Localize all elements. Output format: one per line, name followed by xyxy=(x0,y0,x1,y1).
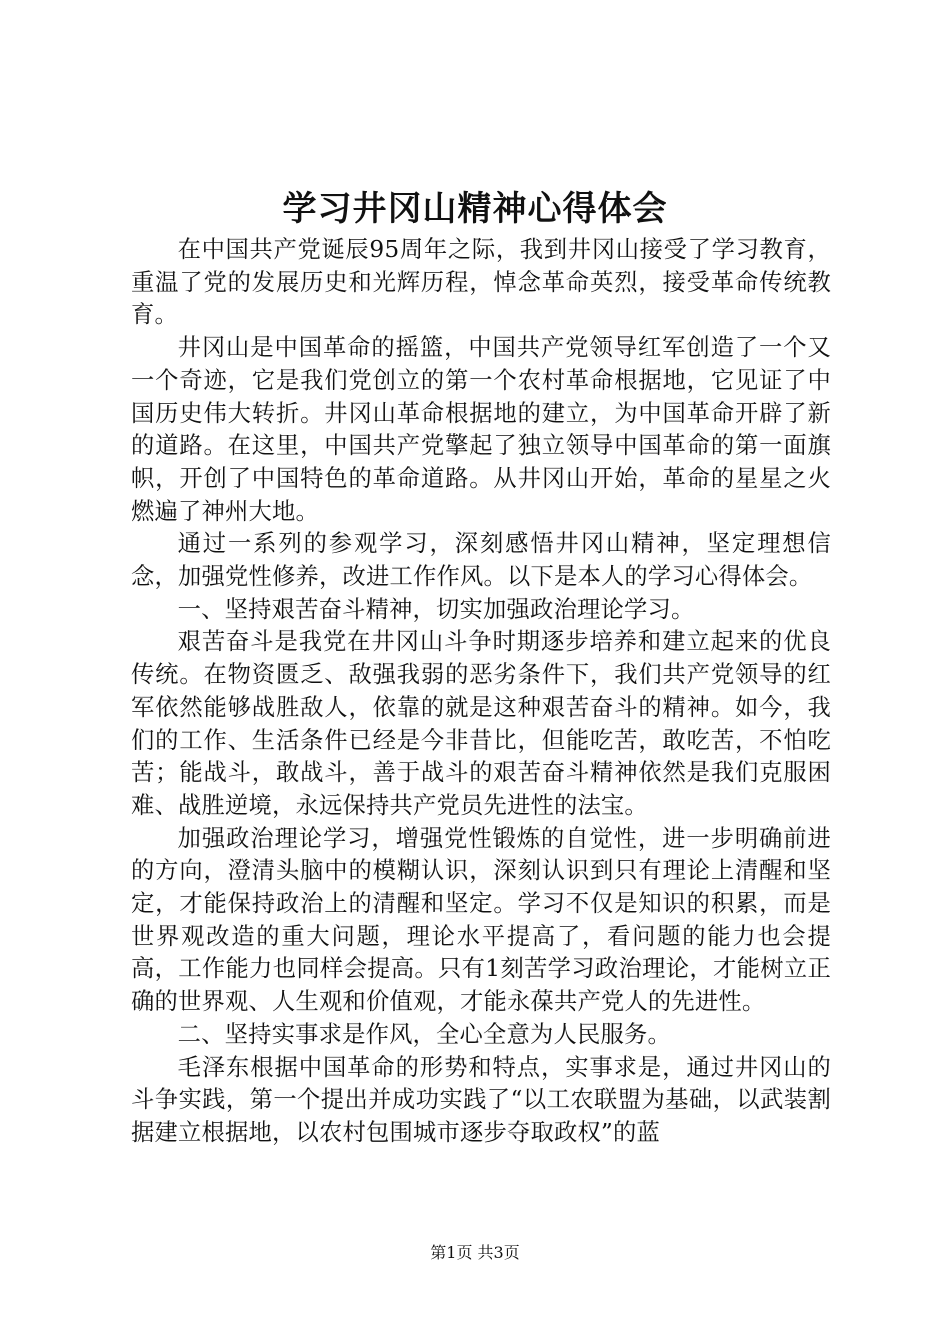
document-title: 学习井冈山精神心得体会 xyxy=(282,189,668,229)
paragraph-study-summary: 通过一系列的参观学习，深刻感悟井冈山精神，坚定理想信念，加强党性修养，改进工作作风。以下是本人的学习心得体会。 xyxy=(131,530,831,591)
paragraph-mao-practice: 毛泽东根据中国革命的形势和特点，实事求是，通过井冈山的斗争实践，第一个提出并成功实践了“以工农联盟为基础，以武装割据建立根据地，以农村包围城市逐步夺取政权”的蓝 xyxy=(131,1053,831,1146)
paragraph-jinggangshan-cradle: 井冈山是中国革命的摇篮，中国共产党领导红军创造了一个又一个奇迹，它是我们党创立的第一个农村革命根据地，它见证了中国历史伟大转折。井冈山革命根据地的建立，为中国革命开辟了新的道路。在这里，中国共产党擎起了独立领导中国革命的第一面旗帜，开创了中国特色的革命道路。从井冈山开始，革命的星星之火燃遍了神州大地。 xyxy=(131,334,831,525)
section-heading-2: 二、坚持实事求是作风，全心全意为人民服务。 xyxy=(177,1020,672,1048)
document-body xyxy=(131,234,831,1150)
section-heading-1: 一、坚持艰苦奋斗精神，切实加强政治理论学习。 xyxy=(177,595,695,623)
page-number-footer: 第1页 共3页 xyxy=(430,1243,520,1262)
paragraph-hard-work: 艰苦奋斗是我党在井冈山斗争时期逐步培养和建立起来的优良传统。在物资匮乏、敌强我弱的恶劣条件下，我们共产党领导的红军依然能够战胜敌人，依靠的就是这种艰苦奋斗的精神。如今，我们的工作、生活条件已经是今非昔比，但能吃苦，敢吃苦，不怕吃苦；能战斗，敢战斗，善于战斗的艰苦奋斗精神依然是我们克服困难、战胜逆境，永远保持共产党员先进性的法宝。 xyxy=(131,628,831,819)
paragraph-political-theory: 加强政治理论学习，增强党性锻炼的自觉性，进一步明确前进的方向，澄清头脑中的模糊认识，深刻认识到只有理论上清醒和坚定，才能保持政治上的清醒和坚定。学习不仅是知识的积累，而是世界观改造的重大问题，理论水平提高了，看问题的能力也会提高，工作能力也同样会提高。只有1刻苦学习政治理论，才能树立正确的世界观、人生观和价值观，才能永葆共产党人的先进性。 xyxy=(131,824,831,1016)
paragraph-intro: 在中国共产党诞辰95周年之际，我到井冈山接受了学习教育，重温了党的发展历史和光辉历程，悼念革命英烈，接受革命传统教育。 xyxy=(131,236,831,329)
